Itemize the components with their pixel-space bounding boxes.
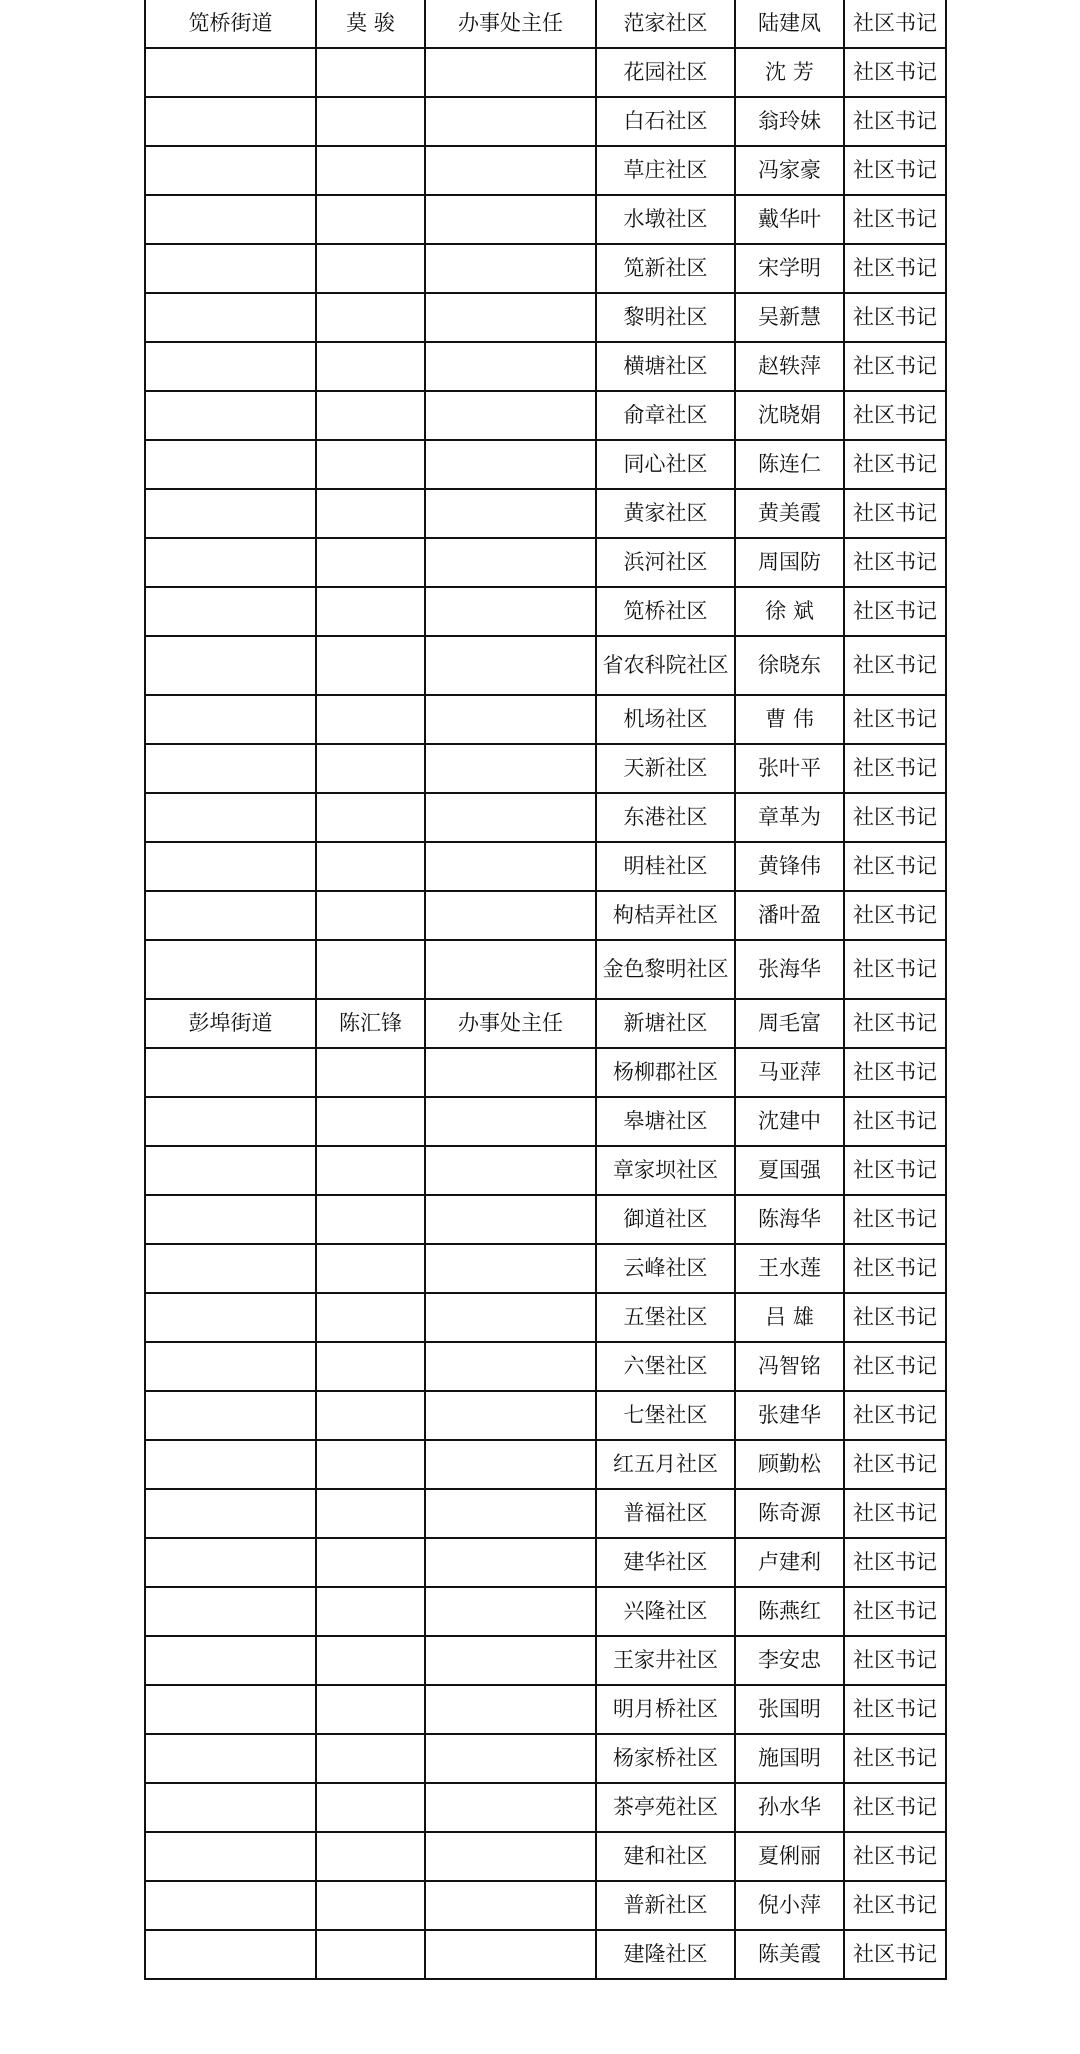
role-cell: 社区书记 xyxy=(844,1440,946,1489)
secretary-name-cell: 宋学明 xyxy=(735,244,844,293)
leader-name-cell xyxy=(316,1538,425,1587)
community-cell: 省农科院社区 xyxy=(596,636,735,695)
community-cell: 茶亭苑社区 xyxy=(596,1783,735,1832)
role-cell: 社区书记 xyxy=(844,1244,946,1293)
leader-title-cell xyxy=(425,1685,596,1734)
leader-name-cell xyxy=(316,342,425,391)
role-cell: 社区书记 xyxy=(844,489,946,538)
community-cell: 云峰社区 xyxy=(596,1244,735,1293)
table-row xyxy=(145,1636,946,1685)
table-row xyxy=(145,48,946,97)
role-cell: 社区书记 xyxy=(844,1538,946,1587)
street-cell: 彭埠街道 xyxy=(145,999,316,1048)
community-cell: 建华社区 xyxy=(596,1538,735,1587)
community-cell: 建隆社区 xyxy=(596,1930,735,1979)
role-cell: 社区书记 xyxy=(844,1048,946,1097)
street-cell xyxy=(145,97,316,146)
table-row xyxy=(145,1342,946,1391)
street-cell xyxy=(145,1587,316,1636)
leader-title-cell xyxy=(425,97,596,146)
leader-name-cell xyxy=(316,97,425,146)
role-cell: 社区书记 xyxy=(844,195,946,244)
street-cell xyxy=(145,1636,316,1685)
leader-title-cell xyxy=(425,1146,596,1195)
role-cell: 社区书记 xyxy=(844,1783,946,1832)
community-cell: 机场社区 xyxy=(596,695,735,744)
leader-title-cell xyxy=(425,1195,596,1244)
secretary-name-cell: 陈海华 xyxy=(735,1195,844,1244)
leader-title-cell xyxy=(425,695,596,744)
secretary-name-cell: 王水莲 xyxy=(735,1244,844,1293)
leader-title-cell xyxy=(425,1930,596,1979)
leader-name-cell xyxy=(316,489,425,538)
leader-name-cell xyxy=(316,1440,425,1489)
leader-name-cell: 莫 骏 xyxy=(316,0,425,48)
role-cell: 社区书记 xyxy=(844,1832,946,1881)
secretary-name-cell: 陆建凤 xyxy=(735,0,844,48)
secretary-name-cell: 赵轶萍 xyxy=(735,342,844,391)
table-row xyxy=(145,0,946,48)
table-row xyxy=(145,587,946,636)
street-cell xyxy=(145,1048,316,1097)
table-row xyxy=(145,244,946,293)
leader-title-cell xyxy=(425,1734,596,1783)
leader-title-cell xyxy=(425,1489,596,1538)
street-cell xyxy=(145,1244,316,1293)
leader-name-cell xyxy=(316,1832,425,1881)
secretary-name-cell: 张建华 xyxy=(735,1391,844,1440)
leader-name-cell xyxy=(316,1930,425,1979)
role-cell: 社区书记 xyxy=(844,1930,946,1979)
secretary-name-cell: 吕 雄 xyxy=(735,1293,844,1342)
community-cell: 金色黎明社区 xyxy=(596,940,735,999)
community-cell: 枸桔弄社区 xyxy=(596,891,735,940)
leader-name-cell xyxy=(316,1342,425,1391)
leader-title-cell xyxy=(425,244,596,293)
leader-title-cell xyxy=(425,891,596,940)
table-row xyxy=(145,489,946,538)
street-cell xyxy=(145,1440,316,1489)
secretary-name-cell: 倪小萍 xyxy=(735,1881,844,1930)
secretary-name-cell: 徐 斌 xyxy=(735,587,844,636)
leader-title-cell xyxy=(425,293,596,342)
community-cell: 六堡社区 xyxy=(596,1342,735,1391)
leader-name-cell xyxy=(316,1195,425,1244)
leader-name-cell xyxy=(316,1636,425,1685)
street-cell xyxy=(145,293,316,342)
secretary-name-cell: 夏俐丽 xyxy=(735,1832,844,1881)
table-row xyxy=(145,842,946,891)
table-row xyxy=(145,1538,946,1587)
leader-title-cell xyxy=(425,195,596,244)
secretary-name-cell: 翁玲妹 xyxy=(735,97,844,146)
secretary-name-cell: 夏国强 xyxy=(735,1146,844,1195)
leader-title-cell xyxy=(425,538,596,587)
leader-title-cell xyxy=(425,1048,596,1097)
street-cell xyxy=(145,1881,316,1930)
secretary-name-cell: 李安忠 xyxy=(735,1636,844,1685)
table-row xyxy=(145,1489,946,1538)
role-cell: 社区书记 xyxy=(844,636,946,695)
table-row xyxy=(145,1587,946,1636)
leader-title-cell xyxy=(425,1783,596,1832)
leader-title-cell xyxy=(425,1391,596,1440)
street-cell xyxy=(145,793,316,842)
table-row xyxy=(145,293,946,342)
secretary-name-cell: 黄美霞 xyxy=(735,489,844,538)
leader-title-cell xyxy=(425,1587,596,1636)
community-cell: 范家社区 xyxy=(596,0,735,48)
role-cell: 社区书记 xyxy=(844,999,946,1048)
secretary-name-cell: 冯智铭 xyxy=(735,1342,844,1391)
community-cell: 建和社区 xyxy=(596,1832,735,1881)
street-cell xyxy=(145,1293,316,1342)
role-cell: 社区书记 xyxy=(844,793,946,842)
leader-title-cell xyxy=(425,48,596,97)
leader-title-cell xyxy=(425,1097,596,1146)
role-cell: 社区书记 xyxy=(844,1342,946,1391)
leader-title-cell: 办事处主任 xyxy=(425,0,596,48)
table-row xyxy=(145,695,946,744)
role-cell: 社区书记 xyxy=(844,146,946,195)
street-cell xyxy=(145,1734,316,1783)
secretary-name-cell: 卢建利 xyxy=(735,1538,844,1587)
leader-title-cell xyxy=(425,146,596,195)
street-cell xyxy=(145,744,316,793)
role-cell: 社区书记 xyxy=(844,744,946,793)
leader-name-cell xyxy=(316,391,425,440)
leader-title-cell xyxy=(425,342,596,391)
leader-name-cell xyxy=(316,1048,425,1097)
leader-title-cell xyxy=(425,1293,596,1342)
street-cell xyxy=(145,842,316,891)
street-cell xyxy=(145,489,316,538)
leader-name-cell xyxy=(316,842,425,891)
leader-name-cell xyxy=(316,244,425,293)
secretary-name-cell: 孙水华 xyxy=(735,1783,844,1832)
community-cell: 普新社区 xyxy=(596,1881,735,1930)
community-cell: 俞章社区 xyxy=(596,391,735,440)
leader-name-cell xyxy=(316,1881,425,1930)
leader-name-cell xyxy=(316,440,425,489)
table-row xyxy=(145,1685,946,1734)
street-cell xyxy=(145,940,316,999)
community-cell: 水墩社区 xyxy=(596,195,735,244)
table-row xyxy=(145,1146,946,1195)
table-row xyxy=(145,891,946,940)
role-cell: 社区书记 xyxy=(844,1685,946,1734)
leader-title-cell xyxy=(425,636,596,695)
street-cell xyxy=(145,538,316,587)
secretary-name-cell: 潘叶盈 xyxy=(735,891,844,940)
secretary-name-cell: 张国明 xyxy=(735,1685,844,1734)
street-cell xyxy=(145,891,316,940)
leader-name-cell xyxy=(316,1097,425,1146)
table-row xyxy=(145,1244,946,1293)
leader-title-cell xyxy=(425,587,596,636)
table-row xyxy=(145,1832,946,1881)
leader-name-cell xyxy=(316,1244,425,1293)
street-cell xyxy=(145,391,316,440)
role-cell: 社区书记 xyxy=(844,440,946,489)
leader-name-cell xyxy=(316,1489,425,1538)
community-cell: 杨家桥社区 xyxy=(596,1734,735,1783)
role-cell: 社区书记 xyxy=(844,97,946,146)
table-row xyxy=(145,744,946,793)
role-cell: 社区书记 xyxy=(844,1587,946,1636)
role-cell: 社区书记 xyxy=(844,342,946,391)
role-cell: 社区书记 xyxy=(844,538,946,587)
table-row xyxy=(145,391,946,440)
leader-name-cell: 陈汇锋 xyxy=(316,999,425,1048)
role-cell: 社区书记 xyxy=(844,1734,946,1783)
street-cell xyxy=(145,1195,316,1244)
leader-name-cell xyxy=(316,793,425,842)
street-cell: 笕桥街道 xyxy=(145,0,316,48)
leader-title-cell xyxy=(425,744,596,793)
secretary-name-cell: 黄锋伟 xyxy=(735,842,844,891)
role-cell: 社区书记 xyxy=(844,48,946,97)
secretary-name-cell: 沈建中 xyxy=(735,1097,844,1146)
table-row xyxy=(145,1293,946,1342)
secretary-name-cell: 冯家豪 xyxy=(735,146,844,195)
street-cell xyxy=(145,48,316,97)
community-cell: 东港社区 xyxy=(596,793,735,842)
table-row xyxy=(145,1930,946,1979)
table-row xyxy=(145,1783,946,1832)
table-row xyxy=(145,1734,946,1783)
secretary-name-cell: 曹 伟 xyxy=(735,695,844,744)
leader-title-cell xyxy=(425,842,596,891)
street-cell xyxy=(145,695,316,744)
leader-name-cell xyxy=(316,744,425,793)
leader-name-cell xyxy=(316,1391,425,1440)
secretary-name-cell: 章革为 xyxy=(735,793,844,842)
community-cell: 章家坝社区 xyxy=(596,1146,735,1195)
leader-title-cell xyxy=(425,440,596,489)
role-cell: 社区书记 xyxy=(844,1097,946,1146)
leader-name-cell xyxy=(316,1293,425,1342)
community-cell: 白石社区 xyxy=(596,97,735,146)
role-cell: 社区书记 xyxy=(844,1195,946,1244)
secretary-name-cell: 周毛富 xyxy=(735,999,844,1048)
community-cell: 同心社区 xyxy=(596,440,735,489)
leader-name-cell xyxy=(316,146,425,195)
table-row xyxy=(145,97,946,146)
community-cell: 明桂社区 xyxy=(596,842,735,891)
table-row xyxy=(145,636,946,695)
street-cell xyxy=(145,440,316,489)
role-cell: 社区书记 xyxy=(844,1146,946,1195)
leader-title-cell xyxy=(425,1244,596,1293)
secretary-name-cell: 沈晓娟 xyxy=(735,391,844,440)
leader-title-cell: 办事处主任 xyxy=(425,999,596,1048)
role-cell: 社区书记 xyxy=(844,891,946,940)
table-row xyxy=(145,146,946,195)
leader-name-cell xyxy=(316,1783,425,1832)
leader-title-cell xyxy=(425,489,596,538)
community-cell: 黎明社区 xyxy=(596,293,735,342)
street-cell xyxy=(145,1832,316,1881)
street-cell xyxy=(145,146,316,195)
street-cell xyxy=(145,244,316,293)
community-cell: 黄家社区 xyxy=(596,489,735,538)
table-row xyxy=(145,1048,946,1097)
community-cell: 新塘社区 xyxy=(596,999,735,1048)
leader-title-cell xyxy=(425,793,596,842)
community-cell: 红五月社区 xyxy=(596,1440,735,1489)
street-cell xyxy=(145,636,316,695)
community-cell: 明月桥社区 xyxy=(596,1685,735,1734)
community-cell: 草庄社区 xyxy=(596,146,735,195)
leader-name-cell xyxy=(316,891,425,940)
community-cell: 御道社区 xyxy=(596,1195,735,1244)
leader-title-cell xyxy=(425,1538,596,1587)
secretary-name-cell: 徐晓东 xyxy=(735,636,844,695)
table-row xyxy=(145,342,946,391)
street-cell xyxy=(145,1097,316,1146)
leader-name-cell xyxy=(316,1734,425,1783)
community-cell: 兴隆社区 xyxy=(596,1587,735,1636)
street-cell xyxy=(145,1538,316,1587)
community-cell: 五堡社区 xyxy=(596,1293,735,1342)
secretary-name-cell: 吴新慧 xyxy=(735,293,844,342)
street-cell xyxy=(145,1146,316,1195)
roster-table xyxy=(144,0,947,1980)
table-row xyxy=(145,940,946,999)
community-cell: 笕桥社区 xyxy=(596,587,735,636)
role-cell: 社区书记 xyxy=(844,695,946,744)
secretary-name-cell: 陈燕红 xyxy=(735,1587,844,1636)
role-cell: 社区书记 xyxy=(844,1881,946,1930)
leader-title-cell xyxy=(425,1342,596,1391)
street-cell xyxy=(145,1489,316,1538)
secretary-name-cell: 周国防 xyxy=(735,538,844,587)
community-cell: 花园社区 xyxy=(596,48,735,97)
street-cell xyxy=(145,195,316,244)
leader-name-cell xyxy=(316,1685,425,1734)
table-row xyxy=(145,1097,946,1146)
leader-title-cell xyxy=(425,1881,596,1930)
table-row xyxy=(145,538,946,587)
secretary-name-cell: 顾勤松 xyxy=(735,1440,844,1489)
street-cell xyxy=(145,1930,316,1979)
role-cell: 社区书记 xyxy=(844,293,946,342)
community-cell: 普福社区 xyxy=(596,1489,735,1538)
leader-title-cell xyxy=(425,1440,596,1489)
leader-name-cell xyxy=(316,587,425,636)
street-cell xyxy=(145,1685,316,1734)
table-row xyxy=(145,1881,946,1930)
role-cell: 社区书记 xyxy=(844,0,946,48)
leader-name-cell xyxy=(316,293,425,342)
leader-name-cell xyxy=(316,940,425,999)
street-cell xyxy=(145,1783,316,1832)
role-cell: 社区书记 xyxy=(844,1489,946,1538)
secretary-name-cell: 张叶平 xyxy=(735,744,844,793)
role-cell: 社区书记 xyxy=(844,1293,946,1342)
table-row xyxy=(145,999,946,1048)
leader-name-cell xyxy=(316,636,425,695)
leader-title-cell xyxy=(425,391,596,440)
role-cell: 社区书记 xyxy=(844,587,946,636)
community-cell: 浜河社区 xyxy=(596,538,735,587)
community-cell: 笕新社区 xyxy=(596,244,735,293)
roster-body xyxy=(145,0,946,1979)
leader-name-cell xyxy=(316,1587,425,1636)
secretary-name-cell: 陈美霞 xyxy=(735,1930,844,1979)
table-row xyxy=(145,1440,946,1489)
community-cell: 杨柳郡社区 xyxy=(596,1048,735,1097)
secretary-name-cell: 陈连仁 xyxy=(735,440,844,489)
role-cell: 社区书记 xyxy=(844,940,946,999)
community-cell: 横塘社区 xyxy=(596,342,735,391)
table-row xyxy=(145,793,946,842)
table-row xyxy=(145,1391,946,1440)
street-cell xyxy=(145,1391,316,1440)
leader-name-cell xyxy=(316,48,425,97)
secretary-name-cell: 施国明 xyxy=(735,1734,844,1783)
leader-name-cell xyxy=(316,1146,425,1195)
role-cell: 社区书记 xyxy=(844,391,946,440)
role-cell: 社区书记 xyxy=(844,1636,946,1685)
leader-name-cell xyxy=(316,695,425,744)
community-cell: 皋塘社区 xyxy=(596,1097,735,1146)
table-row xyxy=(145,1195,946,1244)
street-cell xyxy=(145,1342,316,1391)
secretary-name-cell: 马亚萍 xyxy=(735,1048,844,1097)
leader-name-cell xyxy=(316,195,425,244)
table-row xyxy=(145,195,946,244)
street-cell xyxy=(145,342,316,391)
role-cell: 社区书记 xyxy=(844,842,946,891)
leader-title-cell xyxy=(425,1636,596,1685)
role-cell: 社区书记 xyxy=(844,1391,946,1440)
leader-name-cell xyxy=(316,538,425,587)
secretary-name-cell: 陈奇源 xyxy=(735,1489,844,1538)
role-cell: 社区书记 xyxy=(844,244,946,293)
leader-title-cell xyxy=(425,1832,596,1881)
secretary-name-cell: 张海华 xyxy=(735,940,844,999)
table-row xyxy=(145,440,946,489)
community-cell: 王家井社区 xyxy=(596,1636,735,1685)
secretary-name-cell: 沈 芳 xyxy=(735,48,844,97)
secretary-name-cell: 戴华叶 xyxy=(735,195,844,244)
street-cell xyxy=(145,587,316,636)
community-cell: 天新社区 xyxy=(596,744,735,793)
leader-title-cell xyxy=(425,940,596,999)
community-cell: 七堡社区 xyxy=(596,1391,735,1440)
